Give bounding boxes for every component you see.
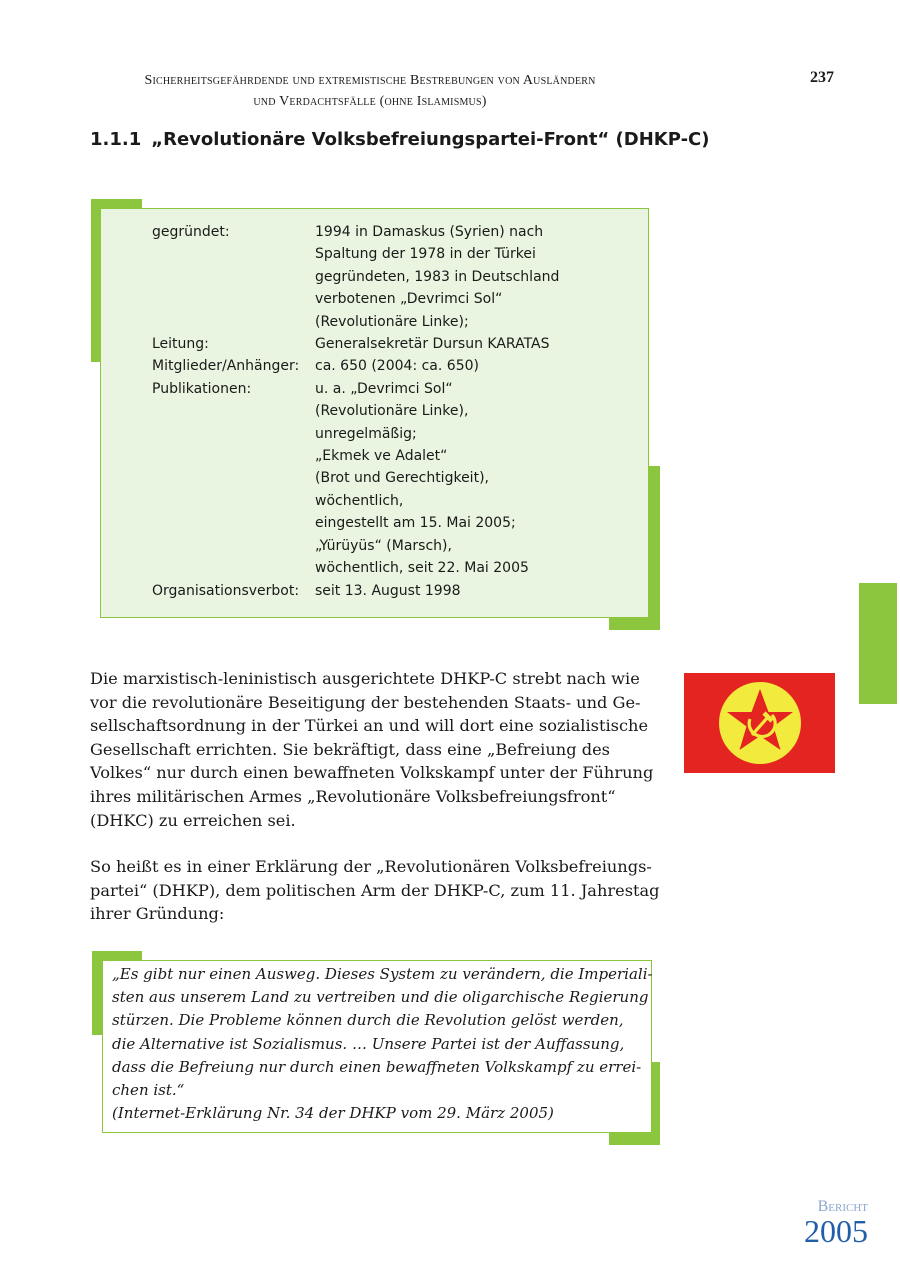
paragraph-line: Gesellschaft errichten. Sie bekräftigt, dass eine „Befreiung des <box>90 739 610 759</box>
fact-value-line: (Brot und Gerechtigkeit), <box>315 470 489 487</box>
fact-value-line: verbotenen „Devrimci Sol“ <box>315 291 503 308</box>
fact-value-line: wöchentlich, <box>315 492 404 509</box>
quote-line: die Alternative ist Sozialismus. … Unsere Partei ist der Auffassung, <box>112 1034 625 1053</box>
dhkp-c-flag-icon <box>684 673 835 773</box>
section-title: „Revolutionäre Volksbefreiungspartei-Front“ (DHKP-C) <box>151 129 710 150</box>
section-number: 1.1.1 <box>90 129 142 150</box>
fact-table <box>152 221 635 602</box>
fact-row <box>152 355 635 377</box>
quote-box <box>102 960 652 1133</box>
fact-row <box>152 378 635 580</box>
paragraph-line: ihrer Gründung: <box>90 904 225 924</box>
fact-value-line: unregelmäßig; <box>315 425 417 442</box>
fact-value-line: wöchentlich, seit 22. Mai 2005 <box>315 560 529 577</box>
fact-value-line: (Revolutionäre Linke), <box>315 403 469 420</box>
fact-row <box>152 221 635 333</box>
fact-value-line: (Revolutionäre Linke); <box>315 313 469 330</box>
paragraph-line: So heißt es in einer Erklärung der „Revolutionären Volksbefreiungs- <box>90 857 652 876</box>
side-tab-marker <box>859 583 897 704</box>
page-number: 237 <box>810 69 834 86</box>
fact-value <box>315 221 635 333</box>
fact-value <box>315 580 635 602</box>
quote-text <box>112 963 653 1125</box>
paragraph-line: partei“ (DHKP), dem politischen Arm der DHKP-C, zum 11. Jahrestag <box>90 880 660 900</box>
quote-line: sten aus unserem Land zu vertreiben und die oligarchische Regierung <box>112 988 649 1007</box>
paragraph-line: (DHKC) zu erreichen sei. <box>90 810 296 830</box>
report-mark <box>780 1198 868 1249</box>
report-year: 2005 <box>804 1213 868 1249</box>
paragraph-line: ihres militärischen Armes „Revolutionäre Volksbefreiungsfront“ <box>90 786 616 806</box>
running-head <box>90 70 650 112</box>
fact-value-line: ca. 650 (2004: ca. 650) <box>315 358 479 375</box>
quote-line: chen ist.“ <box>112 1081 185 1100</box>
quote-source: (Internet-Erklärung Nr. 34 der DHKP vom 29. März 2005) <box>112 1104 554 1123</box>
paragraph-line: vor die revolutionäre Beseitigung der bestehenden Staats- und Ge- <box>90 692 641 712</box>
fact-value <box>315 333 635 355</box>
fact-value <box>315 355 635 377</box>
fact-value-line: Spaltung der 1978 in der Türkei <box>315 246 536 263</box>
fact-label: Leitung: <box>152 336 209 353</box>
fact-row <box>152 580 635 602</box>
running-head-line-1: Sicherheitsgefährdende und extremistische Bestrebungen von Ausländern <box>144 73 596 88</box>
fact-value-line: Generalsekretär Dursun KARATAS <box>315 336 550 353</box>
fact-row <box>152 333 635 355</box>
running-head-line-2: und Verdachtsfälle (ohne Islamismus) <box>253 94 487 109</box>
fact-value-line: „Ekmek ve Adalet“ <box>315 448 448 465</box>
paragraph-line: Volkes“ nur durch einen bewaffneten Volkskampf unter der Führung <box>90 763 654 783</box>
quote-line: stürzen. Die Probleme können durch die Revolution gelöst werden, <box>112 1011 624 1030</box>
body-paragraph-1 <box>90 667 670 832</box>
flag-emblem <box>684 673 835 773</box>
fact-value-line: u. a. „Devrimci Sol“ <box>315 380 453 397</box>
fact-label: Publikationen: <box>152 380 252 397</box>
fact-box <box>100 208 649 618</box>
fact-value-line: eingestellt am 15. Mai 2005; <box>315 515 516 532</box>
fact-value-line: 1994 in Damaskus (Syrien) nach <box>315 224 544 240</box>
fact-label: Organisationsverbot: <box>152 582 300 599</box>
fact-value-line: „Yürüyüs“ (Marsch), <box>315 537 452 554</box>
fact-label: Mitglieder/Anhänger: <box>152 358 300 375</box>
fact-value <box>315 378 635 580</box>
fact-value-line: gegründeten, 1983 in Deutschland <box>315 268 560 285</box>
fact-value-line: seit 13. August 1998 <box>315 582 461 599</box>
quote-line: „Es gibt nur einen Ausweg. Dieses System zu verändern, die Imperiali- <box>112 965 653 983</box>
fact-label: gegründet: <box>152 224 230 240</box>
report-word: Bericht <box>817 1198 868 1215</box>
quote-line: dass die Befreiung nur durch einen bewaffneten Volkskampf zu errei- <box>112 1057 642 1076</box>
section-heading <box>90 127 710 153</box>
paragraph-line: Die marxistisch-leninistisch ausgerichtete DHKP-C strebt nach wie <box>90 669 640 688</box>
body-paragraph-2 <box>90 855 670 926</box>
paragraph-line: sellschaftsordnung in der Türkei an und will dort eine sozialistische <box>90 716 649 736</box>
